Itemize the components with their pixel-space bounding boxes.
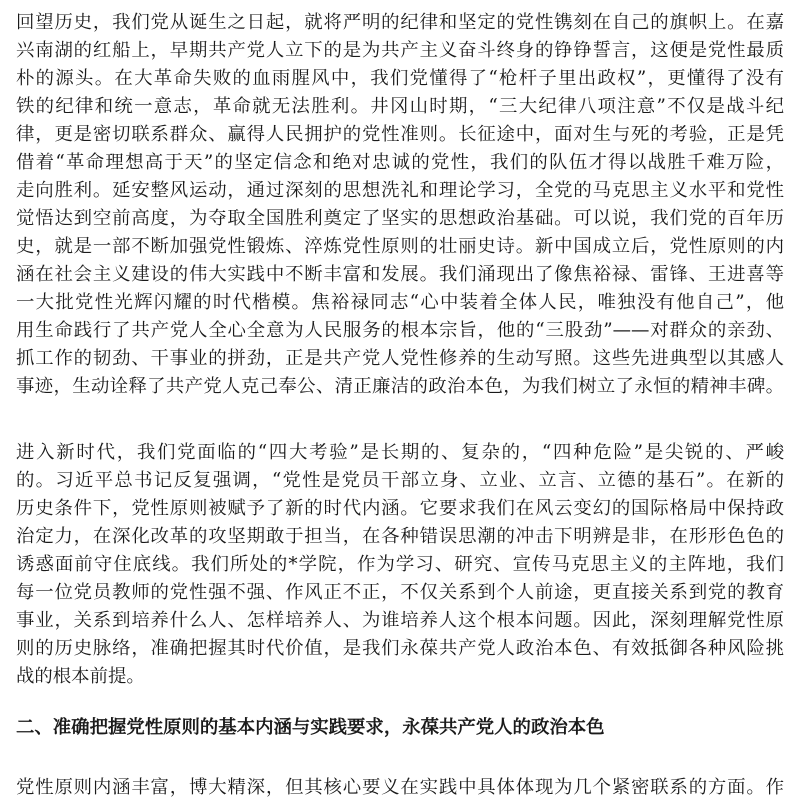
- text-line: 朴的源头。在大革命失败的血雨腥风中，我们党懂得了“枪杆子里出政权”，更懂得了没有: [16, 68, 784, 89]
- text-line: 一大批党性光辉闪耀的时代楷模。焦裕禄同志“心中装着全体人民，唯独没有他自己”，他: [16, 292, 784, 313]
- section-heading: 二、准确把握党性原则的基本内涵与实践要求，永葆共产党人的政治本色: [16, 717, 605, 738]
- text-line: 历史条件下，党性原则被赋予了新的时代内涵。它要求我们在风云变幻的国际格局中保持政: [16, 498, 784, 519]
- text-line: 党性原则内涵丰富，博大精深，但其核心要义在实践中具体体现为几个紧密联系的方面。作: [16, 777, 784, 798]
- text-line: 事迹，生动诠释了共产党人克己奉公、清正廉洁的政治本色，为我们树立了永恒的精神丰碑。: [16, 376, 784, 397]
- text-line: 治定力，在深化改革的攻坚期敢于担当，在各种错误思潮的冲击下明辨是非，在形形色色的: [16, 526, 784, 547]
- text-line: 觉悟达到空前高度，为夺取全国胜利奠定了坚实的思想政治基础。可以说，我们党的百年历: [16, 208, 784, 229]
- text-line: 涵在社会主义建设的伟大实践中不断丰富和发展。我们涌现出了像焦裕禄、雷锋、王进喜等: [16, 264, 784, 285]
- text-line: 走向胜利。延安整风运动，通过深刻的思想洗礼和理论学习，全党的马克思主义水平和党性: [16, 180, 784, 201]
- text-line: 的。习近平总书记反复强调，“党性是党员干部立身、立业、立言、立德的基石”。在新的: [16, 470, 784, 491]
- paragraph-1: [16, 9, 784, 401]
- text-line: 用生命践行了共产党人全心全意为人民服务的根本宗旨，他的“三股劲”——对群众的亲劲、: [16, 320, 784, 341]
- text-line: 史，就是一部不断加强党性锻炼、淬炼党性原则的壮丽史诗。新中国成立后，党性原则的内: [16, 236, 784, 257]
- text-line: 诱惑面前守住底线。我们所处的*学院，作为学习、研究、宣传马克思主义的主阵地，我们: [16, 554, 784, 575]
- text-line: 回望历史，我们党从诞生之日起，就将严明的纪律和坚定的党性镌刻在自己的旗帜上。在嘉: [16, 12, 784, 33]
- text-line: 则的历史脉络，准确把握其时代价值，是我们永葆共产党人政治本色、有效抵御各种风险挑: [16, 638, 784, 659]
- text-line: 兴南湖的红船上，早期共产党人立下的是为共产主义奋斗终身的铮铮誓言，这便是党性最质: [16, 40, 784, 61]
- paragraph-2: [16, 439, 784, 691]
- text-line: 进入新时代，我们党面临的“四大考验”是长期的、复杂的，“四种危险”是尖锐的、严峻: [16, 442, 784, 463]
- text-line: 战的根本前提。: [16, 666, 145, 687]
- text-line: 铁的纪律和统一意志，革命就无法胜利。井冈山时期，“三大纪律八项注意”不仅是战斗纪: [16, 96, 784, 117]
- text-line: 律，更是密切联系群众、赢得人民拥护的党性准则。长征途中，面对生与死的考验，正是凭: [16, 124, 784, 145]
- text-line: 借着“革命理想高于天”的坚定信念和绝对忠诚的党性，我们的队伍才得以战胜千难万险，: [16, 152, 784, 173]
- text-line: 事业，关系到培养什么人、怎样培养人、为谁培养人这个根本问题。因此，深刻理解党性原: [16, 610, 784, 631]
- text-line: 每一位党员教师的党性强不强、作风正不正，不仅关系到个人前途，更直接关系到党的教育: [16, 582, 784, 603]
- text-line: 抓工作的韧劲、干事业的拼劲，正是共产党人党性修养的生动写照。这些先进典型以其感人: [16, 348, 784, 369]
- paragraph-3: [16, 774, 784, 802]
